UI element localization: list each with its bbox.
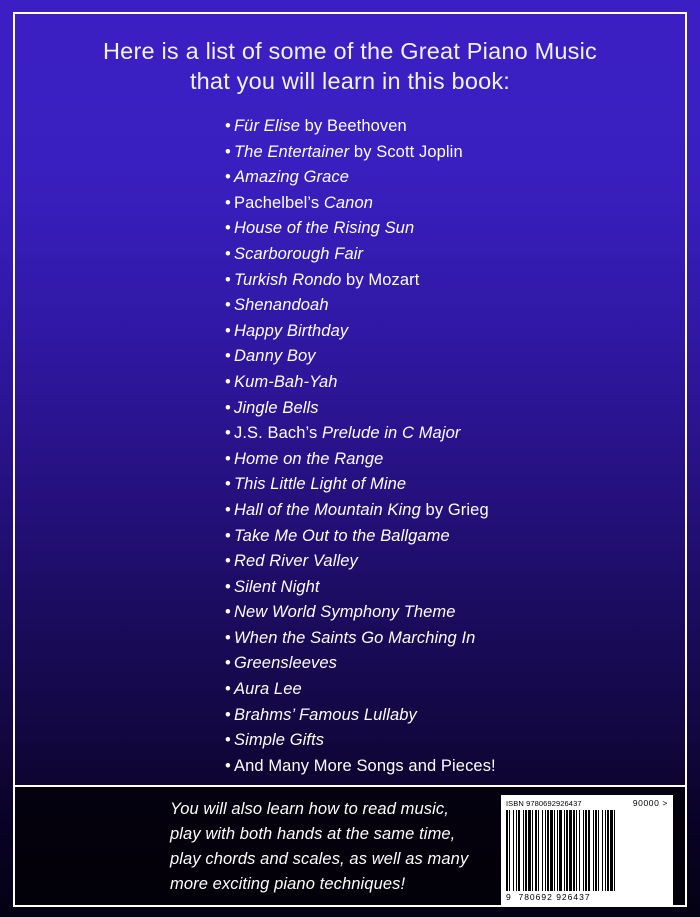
bullet-icon: • [225, 680, 231, 699]
song-title: Red River Valley [234, 552, 358, 571]
bullet-icon: • [225, 500, 231, 519]
song-title: Brahms’ Famous Lullaby [234, 705, 417, 724]
song-list-item [225, 140, 463, 166]
bullet-icon: • [225, 398, 231, 417]
bullet-icon: • [225, 526, 231, 545]
bullet-icon: • [225, 654, 231, 673]
song-list-item [225, 293, 329, 319]
song-title: Canon [323, 193, 373, 212]
song-attribution: by Grieg [420, 500, 489, 519]
song-title: Für Elise [234, 117, 300, 135]
song-title: House of the Rising Sun [234, 219, 415, 238]
song-title: Silent Night [234, 577, 320, 596]
song-list-item [225, 600, 456, 626]
song-title: Take Me Out to the Ballgame [234, 526, 450, 545]
song-attribution: Pachelbel’s [234, 193, 324, 212]
song-list-item [225, 268, 419, 294]
song-list-item [225, 651, 337, 677]
song-list-item [225, 344, 316, 370]
song-list-item [225, 498, 489, 524]
song-list-item [225, 728, 324, 754]
song-list-item [225, 242, 363, 268]
song-title: The Entertainer [234, 142, 350, 161]
song-title: Simple Gifts [234, 731, 325, 750]
song-list-item [225, 703, 417, 729]
bullet-icon: • [225, 168, 231, 187]
song-title: Jingle Bells [234, 398, 319, 417]
song-title: New World Symphony Theme [234, 603, 456, 622]
bullet-icon: • [225, 552, 231, 571]
bullet-icon: • [225, 142, 231, 161]
barcode-header [506, 799, 668, 808]
song-attribution: by Scott Joplin [349, 142, 463, 161]
barcode-digits [506, 891, 668, 902]
bullet-icon: • [225, 603, 231, 622]
price-code: 90000 > [632, 798, 668, 809]
blurb-line: more exciting piano techniques! [170, 875, 406, 894]
song-list-item [225, 191, 373, 217]
bullet-icon: • [225, 628, 231, 647]
song-list-item [225, 370, 338, 396]
blurb-line: You will also learn how to read music, [170, 800, 449, 819]
song-attribution: by Mozart [341, 270, 420, 289]
song-title: Turkish Rondo [234, 270, 342, 289]
song-attribution: J.S. Bach’s [234, 424, 323, 443]
barcode [501, 795, 673, 905]
song-list-item [225, 575, 320, 601]
barcode-digit-right: 780692 926437 [518, 892, 591, 903]
bullet-icon: • [225, 321, 231, 340]
song-title: Shenandoah [234, 296, 329, 315]
song-list-item [225, 396, 319, 422]
bullet-icon: • [225, 117, 231, 135]
song-title: Amazing Grace [234, 168, 350, 187]
blurb-line: play chords and scales, as well as many [170, 850, 469, 869]
song-title: Danny Boy [234, 347, 316, 366]
song-list-item [225, 549, 358, 575]
song-title: Greensleeves [234, 654, 338, 673]
song-list-item [225, 421, 460, 447]
song-list-item [225, 524, 450, 550]
song-title: When the Saints Go Marching In [234, 628, 476, 647]
song-list [15, 102, 685, 785]
bullet-icon: • [225, 424, 231, 443]
bullet-icon: • [225, 372, 231, 391]
bullet-icon: • [225, 244, 231, 263]
blurb-line: play with both hands at the same time, [170, 825, 456, 844]
bullet-icon: • [225, 219, 231, 238]
song-list-item [225, 626, 475, 652]
song-list-item [225, 754, 496, 780]
song-list-item [225, 447, 383, 473]
bullet-icon: • [225, 475, 231, 494]
song-list-item [225, 114, 407, 140]
song-title: Scarborough Fair [234, 244, 364, 263]
barcode-bars [506, 810, 668, 891]
barcode-digit-left: 9 [506, 892, 512, 903]
bullet-icon: • [225, 296, 231, 315]
song-attribution: And Many More Songs and Pieces! [234, 756, 496, 775]
song-list-item [225, 472, 406, 498]
song-title: Kum-Bah-Yah [234, 372, 338, 391]
bullet-icon: • [225, 731, 231, 750]
blurb-text [15, 787, 501, 897]
heading-line-2: that you will learn in this book: [189, 68, 511, 94]
song-list-item [225, 319, 348, 345]
song-list-item [225, 165, 349, 191]
song-list-item [225, 216, 414, 242]
bullet-icon: • [225, 756, 231, 775]
song-title: Home on the Range [234, 449, 384, 468]
song-title: This Little Light of Mine [234, 475, 407, 494]
song-attribution: by Beethoven [300, 117, 407, 135]
song-list-item [225, 677, 302, 703]
bullet-icon: • [225, 270, 231, 289]
bullet-icon: • [225, 193, 231, 212]
song-title: Prelude in C Major [322, 424, 461, 443]
cover-frame [13, 12, 687, 907]
bullet-icon: • [225, 449, 231, 468]
bottom-section [15, 785, 685, 905]
bullet-icon: • [225, 705, 231, 724]
song-title: Hall of the Mountain King [234, 500, 421, 519]
cover-heading [15, 14, 685, 102]
heading-line-1: Here is a list of some of the Great Piano Music [103, 38, 597, 64]
isbn-label: ISBN 9780692926437 [506, 799, 582, 809]
bullet-icon: • [225, 577, 231, 596]
song-title: Happy Birthday [234, 321, 349, 340]
bullet-icon: • [225, 347, 231, 366]
song-title: Aura Lee [234, 680, 302, 699]
